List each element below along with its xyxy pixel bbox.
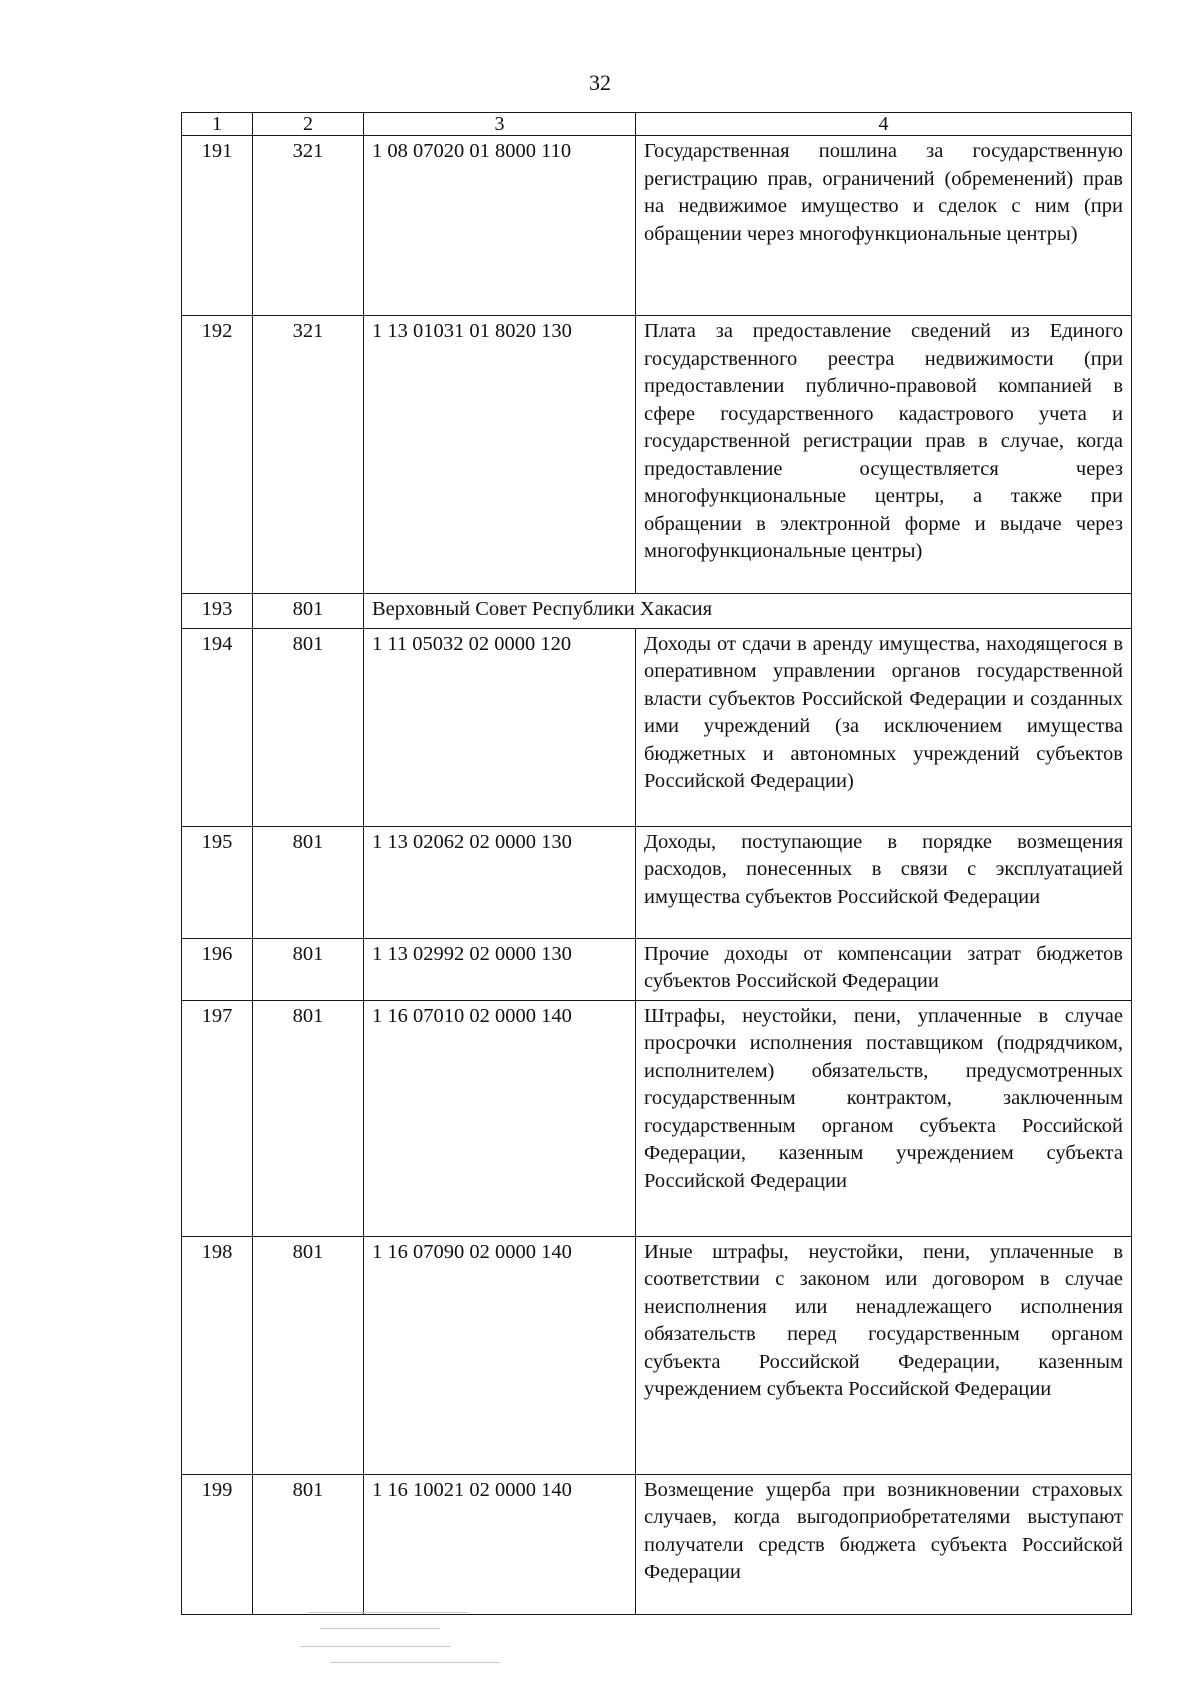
administrator-code: 801 <box>253 1236 364 1474</box>
column-header-2: 2 <box>253 113 364 136</box>
administrator-code: 801 <box>253 1474 364 1614</box>
revenue-code: 1 08 07020 01 8000 110 <box>364 136 636 316</box>
section-title: Верховный Совет Республики Хакасия <box>364 594 1132 629</box>
table-row <box>182 136 1132 316</box>
revenue-description: Иные штрафы, неустойки, пени, уплаченные в соответствии с законом или договором в случае неисполнения или ненадлежащего исполнения обязательств перед государственным органом субъекта Российской Федерации, казенным учреждением субъекта Российской Федерации <box>636 1236 1132 1474</box>
revenue-code: 1 13 02062 02 0000 130 <box>364 826 636 938</box>
administrator-code: 321 <box>253 136 364 316</box>
row-number: 198 <box>182 1236 253 1474</box>
section-row <box>182 594 1132 629</box>
revenue-description: Возмещение ущерба при возникновении страховых случаев, когда выгодоприобретателями выступают получатели средств бюджета субъекта Российской Федерации <box>636 1474 1132 1614</box>
revenue-description: Доходы от сдачи в аренду имущества, находящегося в оперативном управлении органов государственной власти субъектов Российской Федерации и созданных ими учреждений (за исключением имущества бюджетных и автономных учреждений субъектов Российской Федерации) <box>636 628 1132 826</box>
administrator-code: 801 <box>253 826 364 938</box>
row-number: 197 <box>182 1000 253 1236</box>
table-row <box>182 1236 1132 1474</box>
scan-artifact <box>300 1606 520 1670</box>
table-row <box>182 1000 1132 1236</box>
table-header-row <box>182 113 1132 136</box>
administrator-code: 801 <box>253 938 364 1000</box>
column-header-3: 3 <box>364 113 636 136</box>
revenue-description: Доходы, поступающие в порядке возмещения расходов, понесенных в связи с эксплуатацией имущества субъектов Российской Федерации <box>636 826 1132 938</box>
revenue-code: 1 11 05032 02 0000 120 <box>364 628 636 826</box>
revenue-code: 1 13 01031 01 8020 130 <box>364 316 636 594</box>
table-row <box>182 938 1132 1000</box>
row-number: 194 <box>182 628 253 826</box>
administrator-code: 801 <box>253 594 364 629</box>
column-header-1: 1 <box>182 113 253 136</box>
page-number: 32 <box>589 70 611 95</box>
row-number: 191 <box>182 136 253 316</box>
row-number: 199 <box>182 1474 253 1614</box>
table-row <box>182 316 1132 594</box>
row-number: 193 <box>182 594 253 629</box>
revenue-code: 1 16 10021 02 0000 140 <box>364 1474 636 1614</box>
row-number: 195 <box>182 826 253 938</box>
table-row <box>182 628 1132 826</box>
administrator-code: 801 <box>253 628 364 826</box>
revenue-description: Прочие доходы от компенсации затрат бюджетов субъектов Российской Федерации <box>636 938 1132 1000</box>
revenue-code: 1 16 07090 02 0000 140 <box>364 1236 636 1474</box>
revenue-description: Государственная пошлина за государственную регистрацию прав, ограничений (обременений) прав на недвижимое имущество и сделок с ним (при обращении через многофункциональные центры) <box>636 136 1132 316</box>
revenue-codes-table <box>181 112 1132 1615</box>
column-header-4: 4 <box>636 113 1132 136</box>
administrator-code: 801 <box>253 1000 364 1236</box>
revenue-code: 1 16 07010 02 0000 140 <box>364 1000 636 1236</box>
table-row <box>182 826 1132 938</box>
revenue-description: Штрафы, неустойки, пени, уплаченные в случае просрочки исполнения поставщиком (подрядчиком, исполнителем) обязательств, предусмотренных государственным контрактом, заключенным государственным органом субъекта Российской Федерации, казенным учреждением субъекта Российской Федерации <box>636 1000 1132 1236</box>
administrator-code: 321 <box>253 316 364 594</box>
row-number: 192 <box>182 316 253 594</box>
revenue-code: 1 13 02992 02 0000 130 <box>364 938 636 1000</box>
revenue-description: Плата за предоставление сведений из Единого государственного реестра недвижимости (при предоставлении публично-правовой компанией в сфере государственного кадастрового учета и государственной регистрации прав в случае, когда предоставление осуществляется через многофункциональные центры, а также при обращении в электронной форме и выдаче через многофункциональные центры) <box>636 316 1132 594</box>
table-row <box>182 1474 1132 1614</box>
row-number: 196 <box>182 938 253 1000</box>
